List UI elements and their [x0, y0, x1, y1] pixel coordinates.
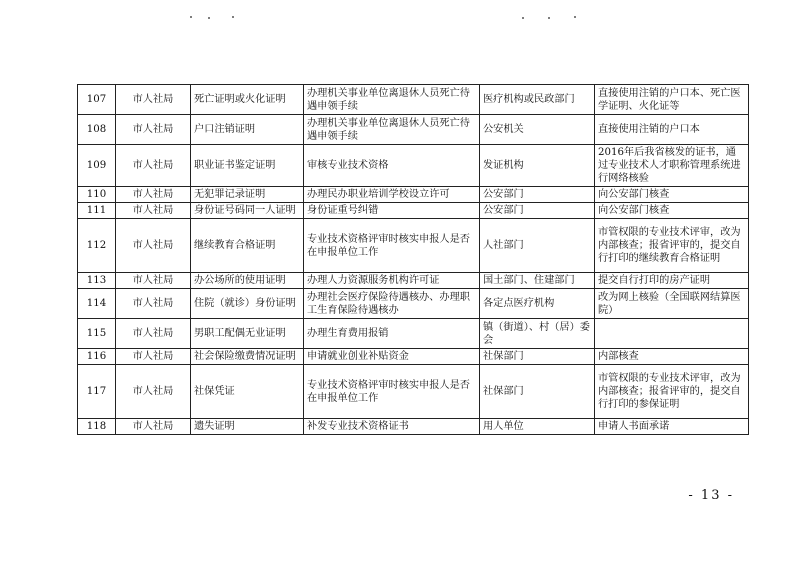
alternative-method: 申请人书面承诺 [595, 419, 749, 435]
row-number: 111 [78, 203, 116, 219]
table-row [78, 115, 749, 145]
service-item: 办理人力资源服务机构许可证 [304, 273, 480, 289]
issuing-authority: 人社部门 [480, 219, 595, 273]
row-number: 116 [78, 349, 116, 365]
proof-name: 遗失证明 [191, 419, 304, 435]
proof-name: 身份证号码同一人证明 [191, 203, 304, 219]
table-row [78, 419, 749, 435]
service-item: 专业技术资格评审时核实申报人是否在申报单位工作 [304, 219, 480, 273]
alternative-method: 改为网上核验（全国联网结算医院） [595, 289, 749, 319]
alternative-method: 向公安部门核查 [595, 187, 749, 203]
department: 市人社局 [116, 419, 191, 435]
department: 市人社局 [116, 203, 191, 219]
proof-name: 继续教育合格证明 [191, 219, 304, 273]
department: 市人社局 [116, 115, 191, 145]
service-item: 专业技术资格评审时核实申报人是否在申报单位工作 [304, 365, 480, 419]
row-number: 117 [78, 365, 116, 419]
department: 市人社局 [116, 145, 191, 187]
issuing-authority: 公安机关 [480, 115, 595, 145]
table-row [78, 145, 749, 187]
issuing-authority: 医疗机构或民政部门 [480, 85, 595, 115]
alternative-method [595, 319, 749, 349]
table-row [78, 85, 749, 115]
scan-speck [574, 16, 576, 18]
table-row [78, 219, 749, 273]
service-item: 办理社会医疗保险待遇核办、办理职工生育保险待遇核办 [304, 289, 480, 319]
service-item: 办理机关事业单位离退休人员死亡待遇申领手续 [304, 85, 480, 115]
department: 市人社局 [116, 289, 191, 319]
issuing-authority: 社保部门 [480, 349, 595, 365]
row-number: 110 [78, 187, 116, 203]
proof-name: 无犯罪记录证明 [191, 187, 304, 203]
issuing-authority: 发证机构 [480, 145, 595, 187]
row-number: 112 [78, 219, 116, 273]
row-number: 115 [78, 319, 116, 349]
proof-name: 社保凭证 [191, 365, 304, 419]
table-row [78, 187, 749, 203]
service-item: 办理生育费用报销 [304, 319, 480, 349]
department: 市人社局 [116, 85, 191, 115]
alternative-method: 直接使用注销的户口本 [595, 115, 749, 145]
proof-name: 社会保险缴费情况证明 [191, 349, 304, 365]
department: 市人社局 [116, 187, 191, 203]
department: 市人社局 [116, 365, 191, 419]
scan-speck [190, 16, 192, 18]
service-item: 办理机关事业单位离退休人员死亡待遇申领手续 [304, 115, 480, 145]
page-number: - 13 - [688, 488, 734, 503]
alternative-method: 市管权限的专业技术评审，改为内部核查；报省评审的，提交自行打印的参保证明 [595, 365, 749, 419]
proof-name: 户口注销证明 [191, 115, 304, 145]
table-row [78, 365, 749, 419]
scan-speck [232, 16, 234, 18]
issuing-authority: 公安部门 [480, 203, 595, 219]
proof-name: 办公场所的使用证明 [191, 273, 304, 289]
table-row [78, 289, 749, 319]
scan-speck [208, 17, 210, 19]
issuing-authority: 镇（街道）、村（居）委会 [480, 319, 595, 349]
service-item: 申请就业创业补贴资金 [304, 349, 480, 365]
department: 市人社局 [116, 273, 191, 289]
row-number: 118 [78, 419, 116, 435]
service-item: 身份证重号纠错 [304, 203, 480, 219]
proof-name: 死亡证明或火化证明 [191, 85, 304, 115]
proof-cancellation-table [77, 84, 749, 435]
scan-speck [522, 17, 524, 19]
table-row [78, 203, 749, 219]
table-row [78, 273, 749, 289]
issuing-authority: 各定点医疗机构 [480, 289, 595, 319]
alternative-method: 直接使用注销的户口本、死亡医学证明、火化证等 [595, 85, 749, 115]
alternative-method: 提交自行打印的房产证明 [595, 273, 749, 289]
issuing-authority: 用人单位 [480, 419, 595, 435]
proof-name: 职业证书鉴定证明 [191, 145, 304, 187]
row-number: 108 [78, 115, 116, 145]
table-row [78, 319, 749, 349]
scan-specks [0, 14, 800, 22]
proof-name: 男职工配偶无业证明 [191, 319, 304, 349]
issuing-authority: 国土部门、住建部门 [480, 273, 595, 289]
row-number: 109 [78, 145, 116, 187]
row-number: 113 [78, 273, 116, 289]
issuing-authority: 公安部门 [480, 187, 595, 203]
department: 市人社局 [116, 349, 191, 365]
alternative-method: 向公安部门核查 [595, 203, 749, 219]
department: 市人社局 [116, 319, 191, 349]
table-row [78, 349, 749, 365]
alternative-method: 内部核查 [595, 349, 749, 365]
issuing-authority: 社保部门 [480, 365, 595, 419]
service-item: 补发专业技术资格证书 [304, 419, 480, 435]
service-item: 办理民办职业培训学校设立许可 [304, 187, 480, 203]
row-number: 107 [78, 85, 116, 115]
proof-name: 住院（就诊）身份证明 [191, 289, 304, 319]
alternative-method: 2016年后我省核发的证书，通过专业技术人才职称管理系统进行网络核验 [595, 145, 749, 187]
row-number: 114 [78, 289, 116, 319]
alternative-method: 市管权限的专业技术评审，改为内部核查；报省评审的，提交自行打印的继续教育合格证明 [595, 219, 749, 273]
scan-speck [548, 17, 550, 19]
service-item: 审核专业技术资格 [304, 145, 480, 187]
department: 市人社局 [116, 219, 191, 273]
